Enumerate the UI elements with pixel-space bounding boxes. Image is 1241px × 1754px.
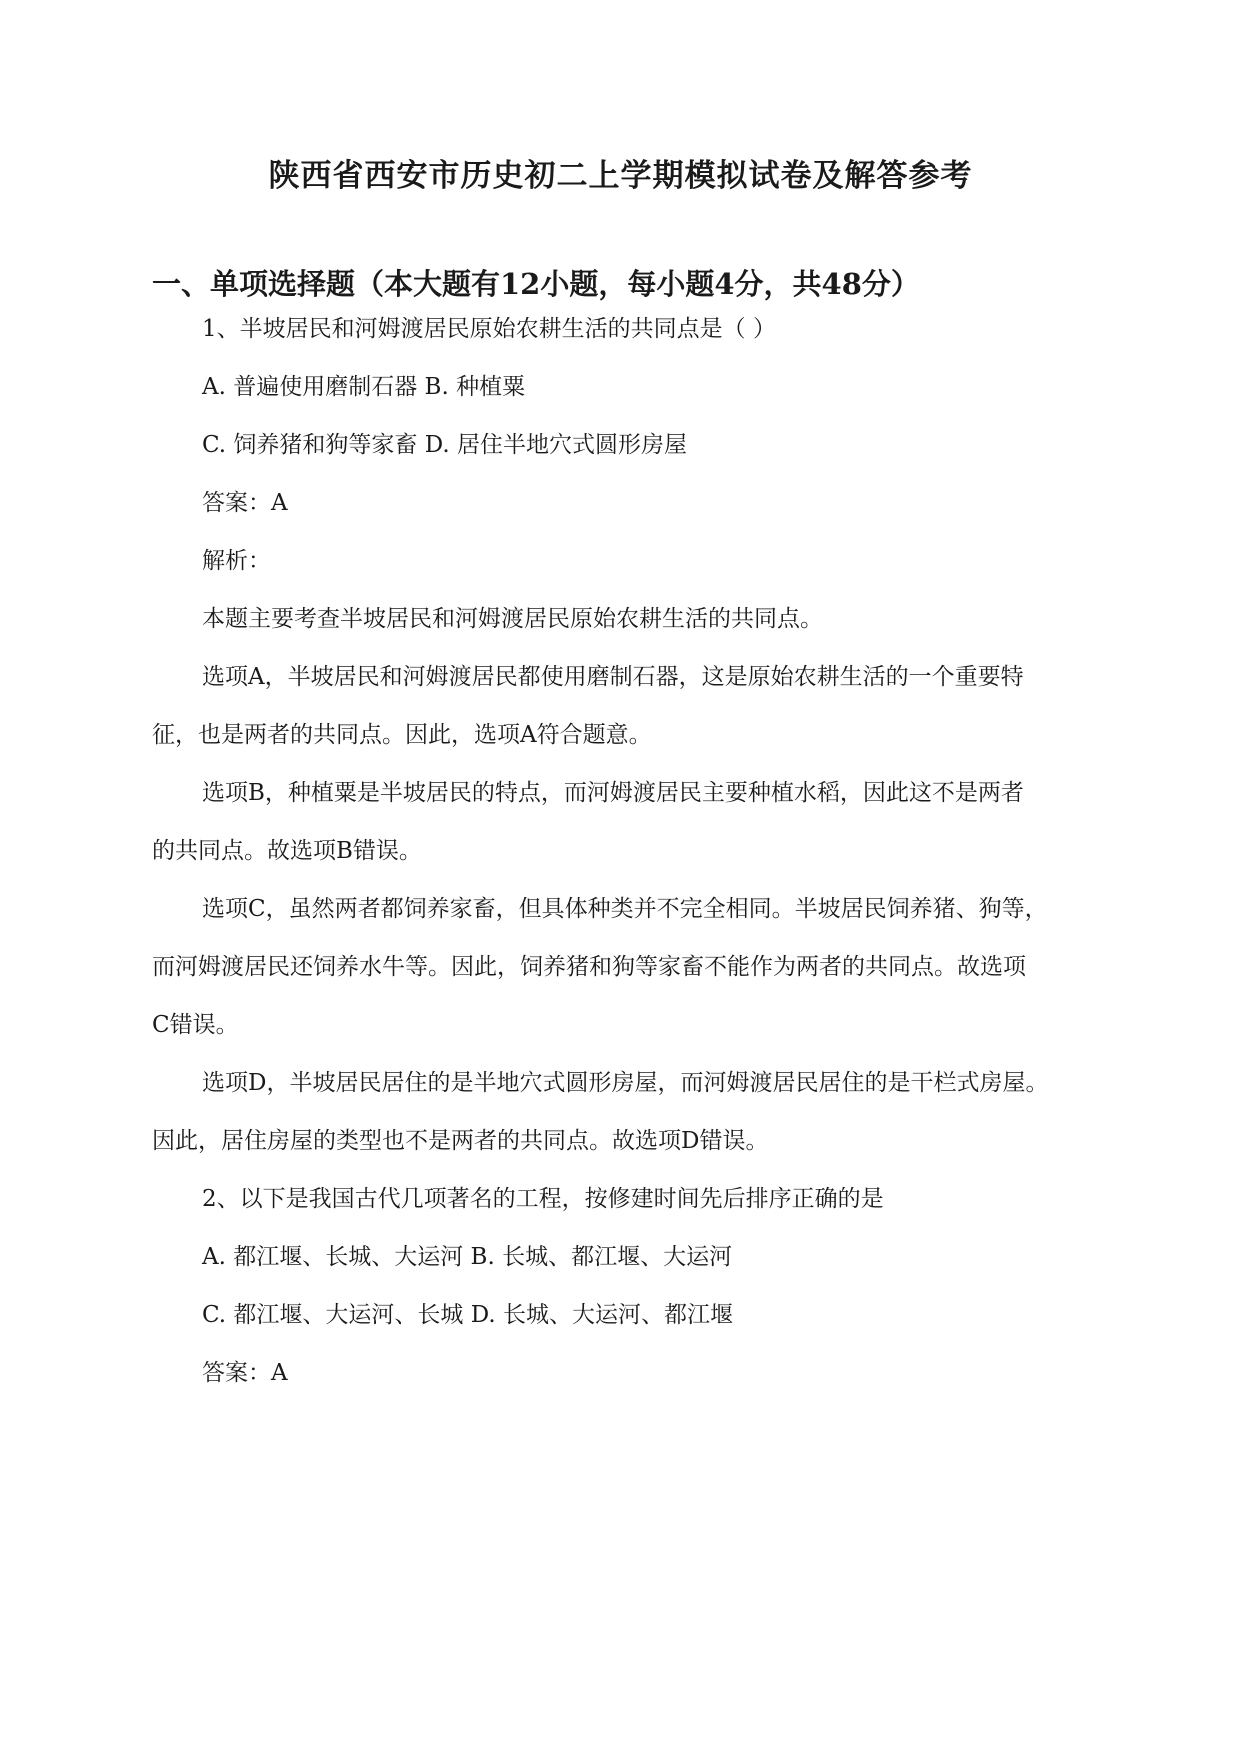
- question-1-option-c-analysis-line1: 选项C，虽然两者都饲养家畜，但具体种类并不完全相同。半坡居民饲养猪、狗等，: [202, 896, 1048, 922]
- question-1-option-c-analysis-line2: 而河姆渡居民还饲养水牛等。因此，饲养猪和狗等家畜不能作为两者的共同点。故选项: [152, 954, 1026, 980]
- question-1-option-b-analysis-line2: 的共同点。故选项B错误。: [152, 838, 422, 864]
- question-2-options-ab: A. 都江堰、长城、大运河 B. 长城、都江堰、大运河: [202, 1244, 733, 1270]
- question-1-option-b-analysis-line1: 选项B，种植粟是半坡居民的特点，而河姆渡居民主要种植水稻，因此这不是两者: [202, 780, 1024, 806]
- question-2-answer: 答案：A: [202, 1360, 288, 1386]
- question-1-option-c-analysis-line3: C错误。: [152, 1012, 239, 1038]
- document-title: 陕西省西安市历史初二上学期模拟试卷及解答参考: [268, 158, 973, 194]
- question-1-options-cd: C. 饲养猪和狗等家畜 D. 居住半地穴式圆形房屋: [202, 432, 687, 458]
- question-1-option-a-analysis-line1: 选项A，半坡居民和河姆渡居民都使用磨制石器，这是原始农耕生活的一个重要特: [202, 664, 1024, 690]
- question-1-option-a-analysis-line2: 征，也是两者的共同点。因此，选项A符合题意。: [152, 722, 652, 748]
- section-heading-single-choice: 一、单项选择题（本大题有12小题，每小题4分，共48分）: [152, 267, 920, 301]
- question-1-answer: 答案：A: [202, 490, 288, 516]
- question-1-option-d-analysis-line2: 因此，居住房屋的类型也不是两者的共同点。故选项D错误。: [152, 1128, 769, 1154]
- question-1-options-ab: A. 普遍使用磨制石器 B. 种植粟: [202, 374, 526, 400]
- question-2-text: 2、以下是我国古代几项著名的工程，按修建时间先后排序正确的是: [202, 1186, 884, 1212]
- question-1-text: 1、半坡居民和河姆渡居民原始农耕生活的共同点是（ ）: [202, 316, 776, 342]
- question-1-analysis-label: 解析：: [202, 548, 271, 574]
- question-1-option-d-analysis-line1: 选项D，半坡居民居住的是半地穴式圆形房屋，而河姆渡居民居住的是干栏式房屋。: [202, 1070, 1049, 1096]
- question-2-options-cd: C. 都江堰、大运河、长城 D. 长城、大运河、都江堰: [202, 1302, 733, 1328]
- question-1-analysis-intro: 本题主要考查半坡居民和河姆渡居民原始农耕生活的共同点。: [202, 606, 823, 632]
